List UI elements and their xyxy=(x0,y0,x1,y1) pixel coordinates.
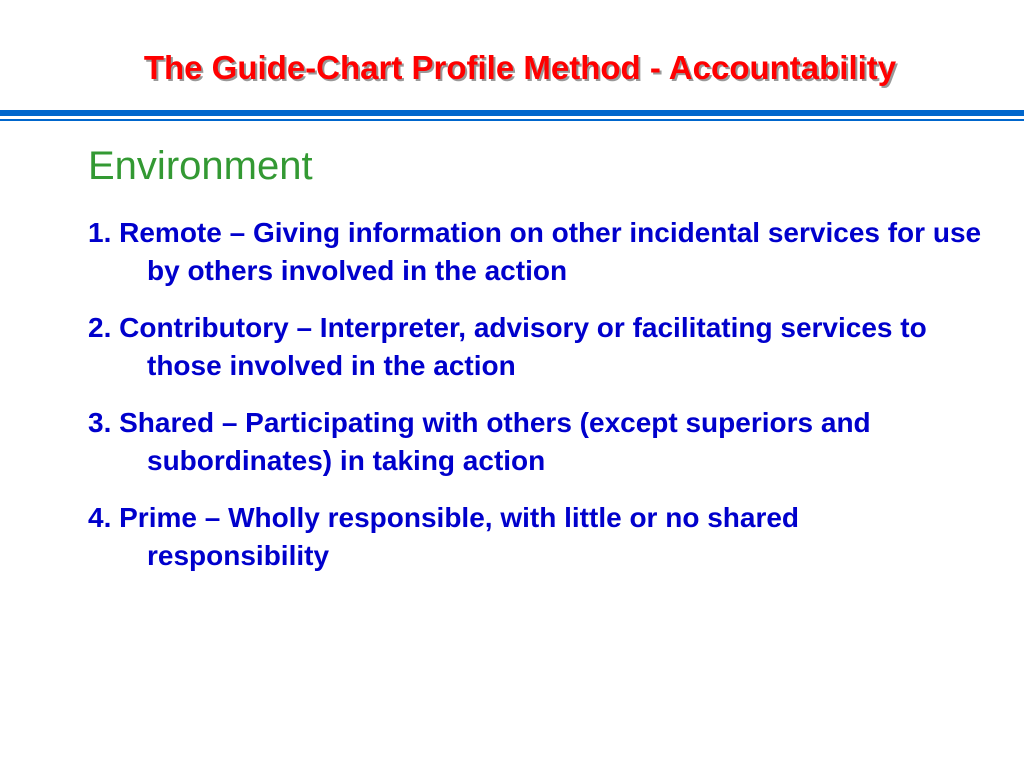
environment-list xyxy=(88,214,988,594)
list-item: 1. Remote – Giving information on other incidental services for use by others involved in the action xyxy=(88,217,982,286)
list-item: 2. Contributory – Interpreter, advisory or facilitating services to those involved in the action xyxy=(88,312,927,381)
slide-title: The Guide-Chart Profile Method - Accountability xyxy=(143,49,897,86)
title-divider xyxy=(0,110,1024,116)
list-item: 3. Shared – Participating with others (except superiors and subordinates) in taking action xyxy=(88,407,871,476)
title-divider-thin xyxy=(0,119,1024,121)
section-heading: Environment xyxy=(88,144,313,188)
list-item: 4. Prime – Wholly responsible, with little or no shared responsibility xyxy=(88,502,800,571)
